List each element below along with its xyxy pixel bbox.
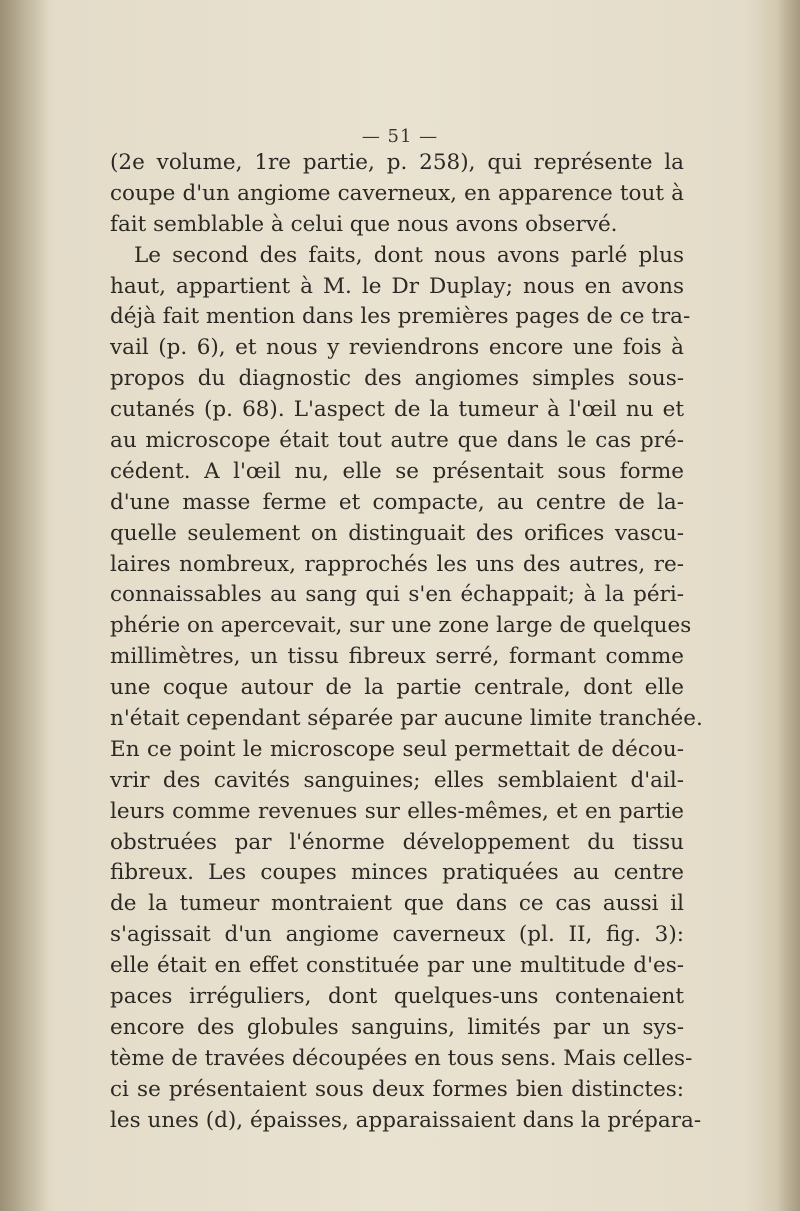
text-line: paces irréguliers, dont quelques-uns contenaient (110, 984, 684, 1010)
text-line: ci se présentaient sous deux formes bien distinctes: (110, 1076, 684, 1102)
text-line: s'agissait d'un angiome caverneux (pl. II, fig. 3): (110, 922, 684, 948)
text-line: phérie on apercevait, sur une zone large de quelques (110, 613, 692, 639)
text-line: obstruées par l'énorme développement du tissu (110, 829, 684, 855)
text-line: une coque autour de la partie centrale, dont elle (110, 675, 684, 701)
text-line: En ce point le microscope seul permettait de décou- (110, 736, 684, 762)
page-edge-shadow-left (0, 0, 48, 1211)
text-line: fibreux. Les coupes minces pratiquées au centre (110, 860, 684, 886)
text-line: au microscope était tout autre que dans le cas pré- (110, 428, 684, 454)
text-line: déjà fait mention dans les premières pages de ce tra- (110, 304, 691, 330)
text-line: elle était en effet constituée par une multitude d'es- (110, 953, 684, 979)
text-line: laires nombreux, rapprochés les uns des autres, re- (110, 551, 684, 577)
page-edge-shadow-right (776, 0, 800, 1211)
text-line: d'une masse ferme et compacte, au centre de la- (110, 489, 684, 515)
text-line: connaissables au sang qui s'en échappait; à la péri- (110, 582, 684, 608)
text-line: tème de travées découpées en tous sens. Mais celles- (110, 1045, 693, 1071)
text-line: de la tumeur montraient que dans ce cas aussi il (110, 891, 684, 917)
page-number: — 51 — (361, 126, 439, 147)
text-line: cutanés (p. 68). L'aspect de la tumeur à l'œil nu et (110, 397, 684, 423)
text-line: propos du diagnostic des angiomes simples sous- (110, 366, 684, 392)
text-line: Le second des faits, dont nous avons parlé plus (134, 242, 684, 268)
text-line: encore des globules sanguins, limités par un sys- (110, 1014, 684, 1040)
text-line: cédent. A l'œil nu, elle se présentait sous forme (110, 458, 684, 484)
text-line: vrir des cavités sanguines; elles semblaient d'ail- (110, 767, 684, 793)
text-line: (2e volume, 1re partie, p. 258), qui représente la (110, 150, 684, 175)
text-line: millimètres, un tissu fibreux serré, formant comme (110, 644, 684, 670)
text-line: n'était cependant séparée par aucune limite tranchée. (110, 706, 703, 732)
text-line: leurs comme revenues sur elles-mêmes, et en partie (110, 798, 684, 824)
text-line: coupe d'un angiome caverneux, en apparence tout à (110, 180, 684, 206)
body-text (110, 148, 703, 1137)
text-line: haut, appartient à M. le Dr Duplay; nous en avons (110, 273, 684, 299)
text-line: fait semblable à celui que nous avons observé. (110, 211, 618, 237)
text-line: vail (p. 6), et nous y reviendrons encore une fois à (110, 335, 684, 361)
text-line: quelle seulement on distinguait des orifices vascu- (110, 520, 684, 546)
text-line: les unes (d), épaisses, apparaissaient dans la prépara- (110, 1107, 702, 1133)
